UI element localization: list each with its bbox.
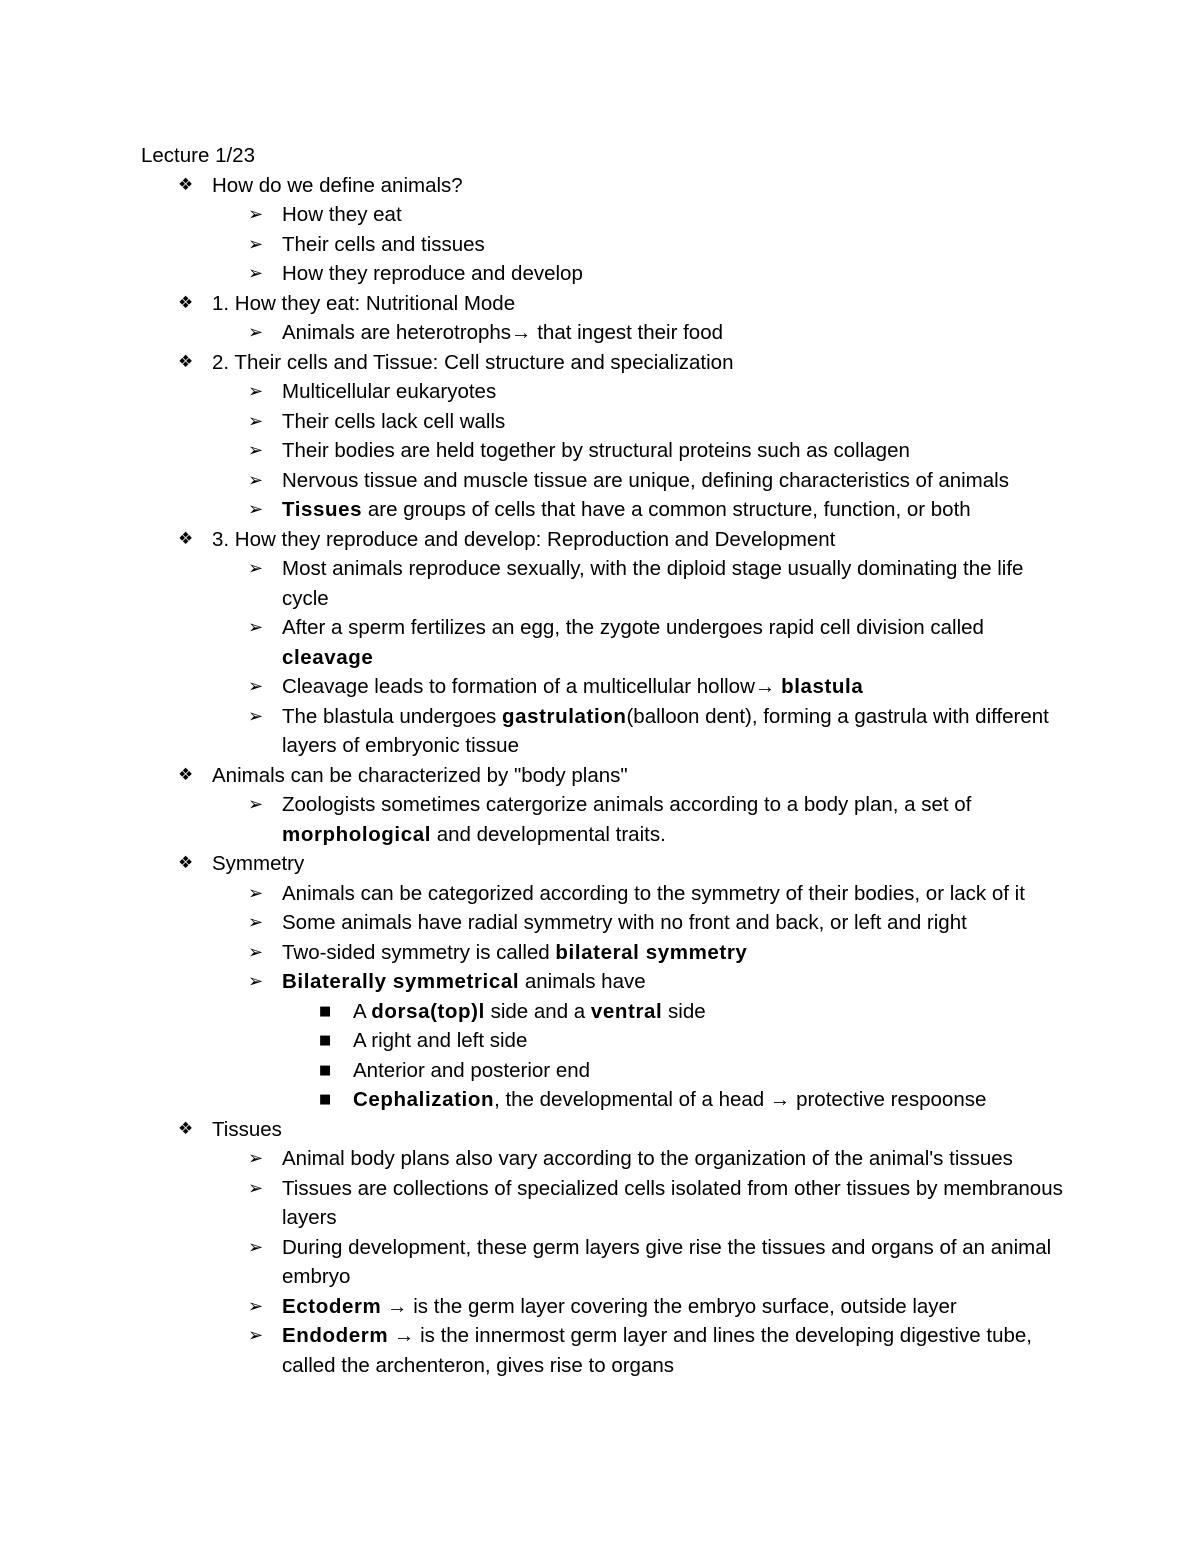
outline-item-level-2 — [141, 879, 1071, 909]
text-run: During development, these germ layers give rise the tissues and organs of an animal embryo — [282, 1235, 1052, 1288]
outline-item-level-2 — [141, 613, 1071, 672]
outline-item-level-2 — [141, 466, 1071, 496]
outline-item-level-2 — [141, 908, 1071, 938]
outline-item-text — [212, 852, 304, 875]
arrow-bullet-icon: ➢ — [248, 233, 264, 255]
text-run: Some animals have radial symmetry with no front and back, or left and right — [282, 911, 967, 934]
text-run: 3. How they reproduce and develop: Reproduction and Development — [212, 527, 836, 551]
outline-item-level-1 — [141, 348, 1071, 378]
text-run: Animals are heterotrophs→ that ingest their food — [282, 321, 723, 344]
outline-item-level-3 — [141, 1085, 1071, 1115]
outline-item-text — [282, 262, 583, 285]
outline-item-text — [282, 469, 1009, 492]
text-run: Tissues are collections of specialized cells isolated from other tissues by membranous layers — [282, 1176, 1063, 1229]
outline-item-text — [282, 970, 646, 993]
outline-item-level-2 — [141, 1174, 1071, 1233]
arrow-bullet-icon: ➢ — [248, 322, 264, 343]
arrow-bullet-icon: ➢ — [248, 1177, 264, 1199]
outline-item-text — [212, 174, 463, 197]
outline-item-level-3 — [141, 997, 1071, 1027]
diamond-bullet-icon: ❖ — [178, 351, 194, 372]
outline-item-text — [282, 793, 971, 846]
outline-item-level-2 — [141, 318, 1071, 348]
text-run: Animals can be characterized by "body plans" — [212, 763, 628, 787]
outline-item-text — [282, 439, 910, 462]
outline-item-text — [282, 1295, 957, 1318]
outline-item-level-2 — [141, 377, 1071, 407]
outline-item-text — [282, 233, 485, 256]
outline-item-text — [282, 1236, 1051, 1289]
square-bullet-icon: ■ — [319, 1003, 332, 1019]
bold-term: Tissues — [282, 498, 363, 521]
text-run: , the developmental of a head → protective respoonse — [494, 1088, 987, 1111]
outline-item-text — [212, 764, 628, 787]
outline-item-text — [282, 1147, 1013, 1170]
arrow-bullet-icon: ➢ — [248, 617, 264, 638]
outline-item-text — [282, 1177, 1063, 1230]
arrow-bullet-icon: ➢ — [248, 499, 264, 520]
outline-item-level-2 — [141, 1321, 1071, 1380]
arrow-bullet-icon: ➢ — [248, 676, 264, 697]
text-run: Most animals reproduce sexually, with the diploid stage usually dominating the life cycle — [282, 557, 1024, 610]
bold-term: Cephalization — [353, 1088, 495, 1111]
diamond-bullet-icon: ❖ — [178, 764, 194, 785]
text-run: animals have — [519, 970, 646, 993]
bold-term: cleavage — [282, 645, 374, 669]
square-bullet-icon: ■ — [319, 1062, 332, 1078]
outline-item-level-2 — [141, 436, 1071, 466]
outline-item-level-2 — [141, 790, 1071, 849]
outline-item-text — [282, 321, 723, 344]
document-page — [141, 141, 1071, 1380]
arrow-bullet-icon: ➢ — [248, 440, 264, 461]
bold-term: morphological — [282, 822, 432, 846]
outline-item-level-3 — [141, 1026, 1071, 1056]
lecture-outline — [141, 171, 1071, 1381]
outline-item-text — [282, 410, 505, 433]
text-run: The blastula undergoes — [282, 704, 502, 728]
arrow-bullet-icon: ➢ — [248, 1325, 264, 1346]
outline-item-level-1 — [141, 525, 1071, 555]
outline-item-level-2 — [141, 1292, 1071, 1322]
outline-item-text — [282, 616, 984, 669]
text-run: 2. Their cells and Tissue: Cell structure and specialization — [212, 350, 734, 374]
outline-item-level-3 — [141, 1056, 1071, 1086]
text-run: Animals can be categorized according to the symmetry of their bodies, or lack of it — [282, 881, 1025, 905]
text-run: A right and left side — [353, 1029, 528, 1052]
lecture-title: Lecture 1/23 — [141, 144, 255, 167]
arrow-bullet-icon: ➢ — [248, 1148, 264, 1169]
arrow-bullet-icon: ➢ — [248, 941, 264, 963]
arrow-bullet-icon: ➢ — [248, 971, 264, 992]
outline-item-level-2 — [141, 495, 1071, 525]
text-run: → is the innermost germ layer and lines the developing digestive tube, called the archenteron, gives rise to organs — [282, 1324, 1032, 1377]
text-run: Their cells and tissues — [282, 232, 485, 256]
square-bullet-icon: ■ — [319, 1092, 332, 1107]
bold-term: bilateral symmetry — [555, 940, 748, 964]
arrow-bullet-icon: ➢ — [248, 410, 264, 432]
outline-item-level-2 — [141, 967, 1071, 997]
arrow-bullet-icon: ➢ — [248, 381, 264, 402]
square-bullet-icon: ■ — [319, 1033, 332, 1048]
outline-item-level-1 — [141, 761, 1071, 791]
text-run: (balloon dent), forming a gastrula with different layers of embryonic tissue — [282, 704, 1049, 757]
arrow-bullet-icon: ➢ — [248, 1295, 264, 1317]
arrow-bullet-icon: ➢ — [248, 263, 264, 284]
outline-item-level-2 — [141, 1233, 1071, 1292]
bold-term: gastrulation — [501, 704, 627, 728]
text-run: Anterior and posterior end — [353, 1058, 591, 1082]
text-run: side — [662, 999, 706, 1023]
outline-item-level-1 — [141, 289, 1071, 319]
outline-item-text — [212, 528, 835, 551]
arrow-bullet-icon: ➢ — [248, 794, 264, 815]
outline-item-level-2 — [141, 230, 1071, 260]
outline-item-text — [282, 941, 747, 964]
diamond-bullet-icon: ❖ — [178, 1118, 194, 1139]
outline-item-text — [282, 557, 1023, 610]
outline-item-text — [282, 498, 971, 521]
text-run: and developmental traits. — [431, 822, 666, 846]
text-run: A — [353, 999, 372, 1023]
text-run: → is the germ layer covering the embryo surface, outside layer — [381, 1294, 957, 1318]
outline-item-level-2 — [141, 702, 1071, 761]
diamond-bullet-icon: ❖ — [178, 853, 194, 873]
text-run: Zoologists sometimes catergorize animals according to a body plan, a set of — [282, 793, 972, 816]
diamond-bullet-icon: ❖ — [178, 528, 194, 549]
outline-item-level-2 — [141, 554, 1071, 613]
bold-term: ventral — [590, 999, 663, 1023]
arrow-bullet-icon: ➢ — [248, 558, 264, 579]
text-run: Their cells lack cell walls — [282, 409, 506, 433]
outline-item-text — [212, 351, 734, 374]
outline-item-text — [353, 1029, 527, 1052]
arrow-bullet-icon: ➢ — [248, 204, 264, 225]
outline-item-level-2 — [141, 1144, 1071, 1174]
outline-item-text — [353, 1059, 590, 1082]
outline-item-text — [282, 675, 863, 698]
outline-item-level-2 — [141, 938, 1071, 968]
text-run: Symmetry — [212, 852, 305, 875]
outline-item-text — [353, 1000, 706, 1023]
diamond-bullet-icon: ❖ — [178, 292, 194, 313]
arrow-bullet-icon: ➢ — [248, 705, 264, 727]
text-run: Cleavage leads to formation of a multicellular hollow→ — [282, 675, 782, 698]
text-run: are groups of cells that have a common structure, function, or both — [362, 498, 971, 521]
arrow-bullet-icon: ➢ — [248, 469, 264, 491]
outline-item-text — [282, 203, 402, 226]
arrow-bullet-icon: ➢ — [248, 882, 264, 904]
text-run: side and a — [484, 999, 591, 1023]
bold-term: blastula — [781, 675, 864, 698]
outline-item-text — [282, 1324, 1032, 1377]
outline-item-level-1 — [141, 1115, 1071, 1145]
text-run: Two-sided symmetry is called — [282, 940, 556, 964]
text-run: Tissues — [212, 1117, 282, 1141]
arrow-bullet-icon: ➢ — [248, 912, 264, 933]
outline-item-text — [212, 292, 515, 315]
outline-item-text — [282, 882, 1025, 905]
text-run: After a sperm fertilizes an egg, the zygote undergoes rapid cell division called — [282, 616, 984, 639]
outline-item-text — [353, 1088, 986, 1111]
outline-item-level-1 — [141, 849, 1071, 879]
text-run: How they eat — [282, 203, 402, 226]
bold-term: dorsa(top)l — [371, 999, 485, 1023]
diamond-bullet-icon: ❖ — [178, 174, 194, 195]
outline-item-level-2 — [141, 407, 1071, 437]
text-run: Multicellular eukaryotes — [282, 380, 497, 403]
outline-item-text — [282, 705, 1049, 758]
bold-term: Endoderm — [282, 1324, 389, 1347]
outline-item-text — [212, 1118, 282, 1141]
outline-item-text — [282, 911, 967, 934]
outline-item-text — [282, 380, 496, 403]
bold-term: Ectoderm — [282, 1294, 382, 1318]
text-run: How they reproduce and develop — [282, 262, 583, 285]
text-run: Nervous tissue and muscle tissue are unique, defining characteristics of animals — [282, 468, 1009, 492]
text-run: 1. How they eat: Nutritional Mode — [212, 291, 516, 315]
bold-term: Bilaterally symmetrical — [282, 970, 520, 993]
text-run: Animal body plans also vary according to the organization of the animal's tissues — [282, 1147, 1013, 1170]
outline-item-level-1 — [141, 171, 1071, 201]
text-run: How do we define animals? — [212, 173, 463, 197]
outline-item-level-2 — [141, 259, 1071, 289]
arrow-bullet-icon: ➢ — [248, 1236, 264, 1258]
outline-item-level-2 — [141, 672, 1071, 702]
text-run: Their bodies are held together by structural proteins such as collagen — [282, 439, 910, 462]
outline-item-level-2 — [141, 200, 1071, 230]
